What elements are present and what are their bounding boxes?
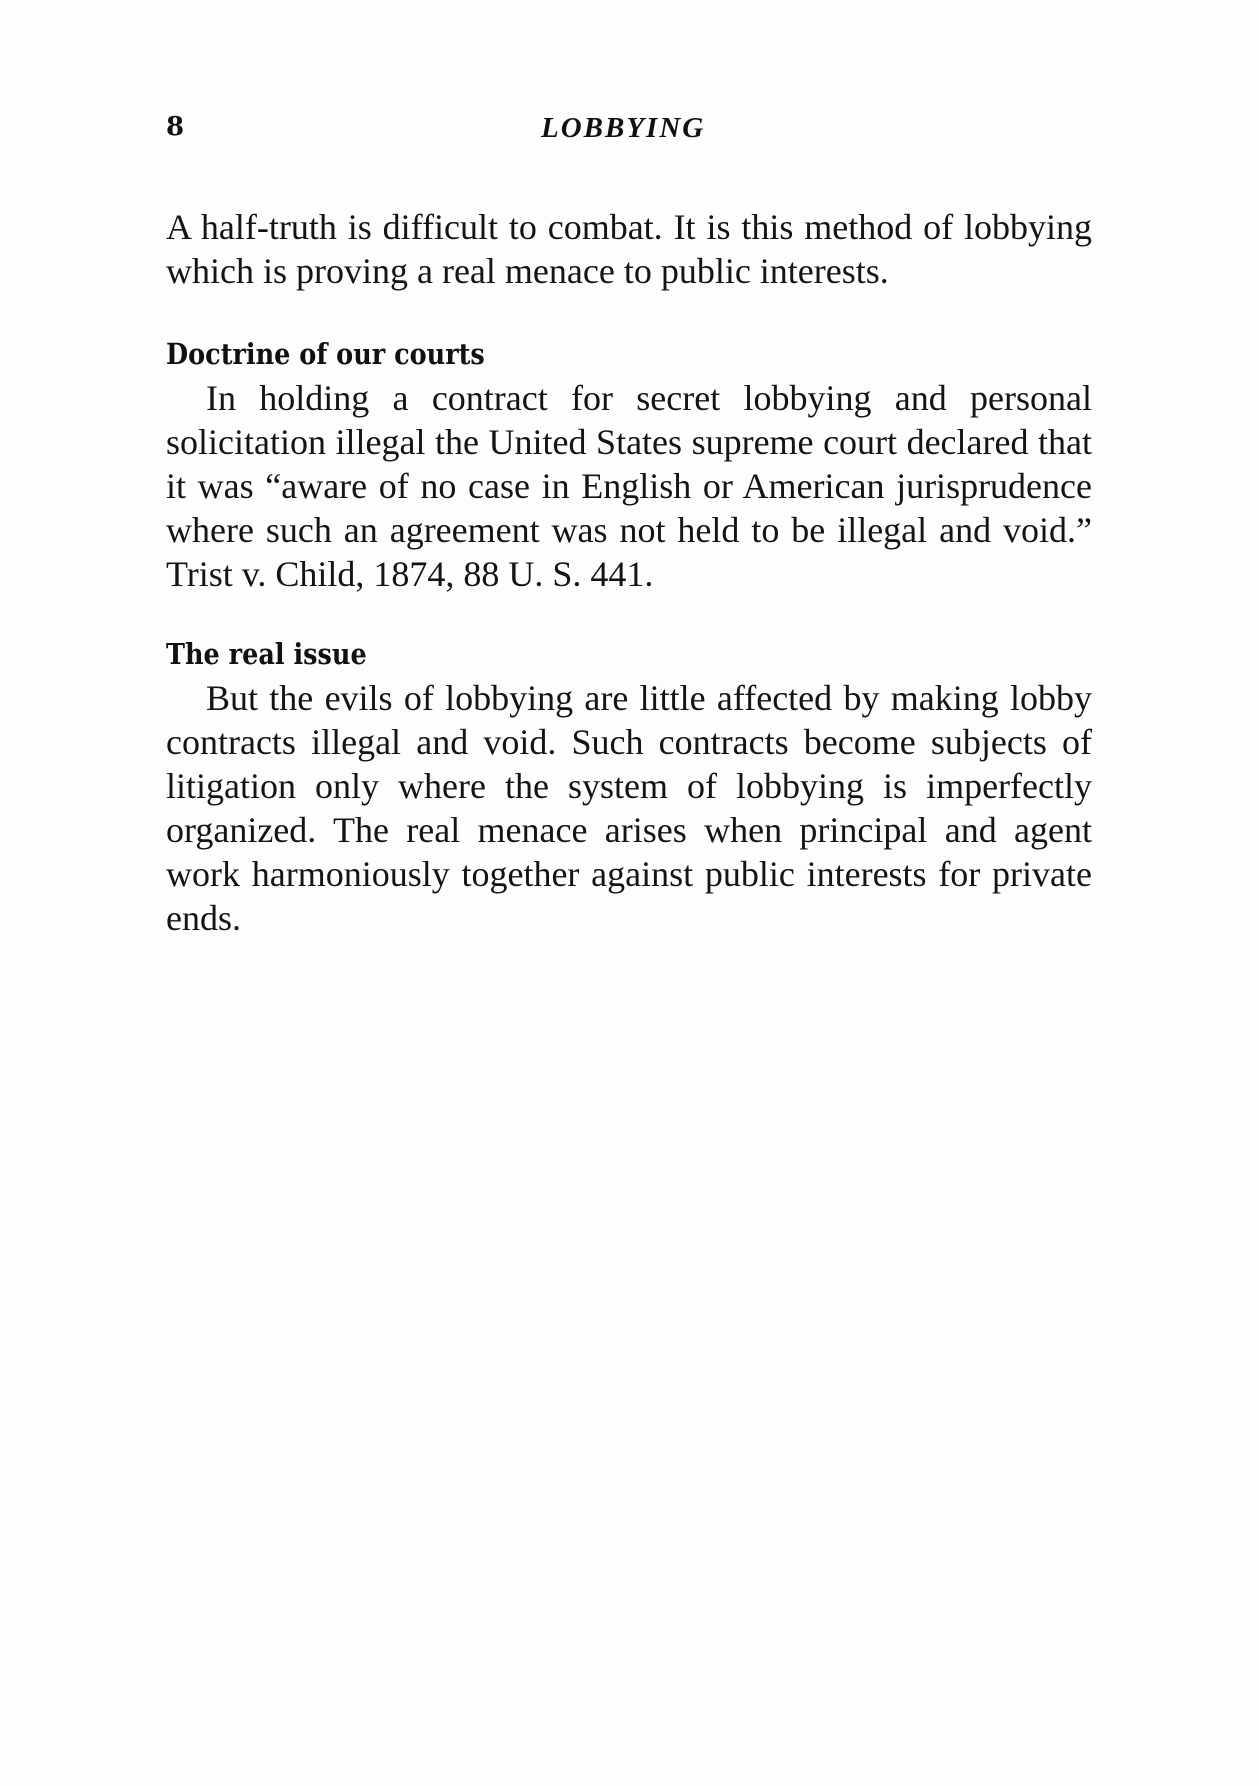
intro-paragraph: A half-truth is difficult to combat. It is this method of lobbying which is proving a real menace to public interests. bbox=[166, 207, 1092, 291]
running-title: LOBBYING bbox=[541, 112, 706, 144]
doctrine-paragraph: In holding a contract for secret lobbying and personal solicitation illegal the United States supreme court declared that it was “aware of no case in English or American jurisprudence where such an agreement was not held to be illegal and void.” Trist v. Child, 1874, 88 U. S. 441. bbox=[166, 378, 1092, 594]
section-heading-doctrine: Doctrine of our courts bbox=[166, 337, 485, 371]
running-head bbox=[166, 112, 1094, 158]
body-text bbox=[166, 205, 1092, 940]
real-issue-paragraph: But the evils of lobbying are little affected by making lobby contracts illegal and void. Such contracts become subjects of litigation only where the system of lobbying is imperfectly organized. The real menace arises when principal and agent work harmoniously together against public interests for private ends. bbox=[166, 678, 1092, 938]
section-heading-real-issue: The real issue bbox=[166, 637, 367, 671]
page-number: 8 bbox=[166, 112, 185, 142]
